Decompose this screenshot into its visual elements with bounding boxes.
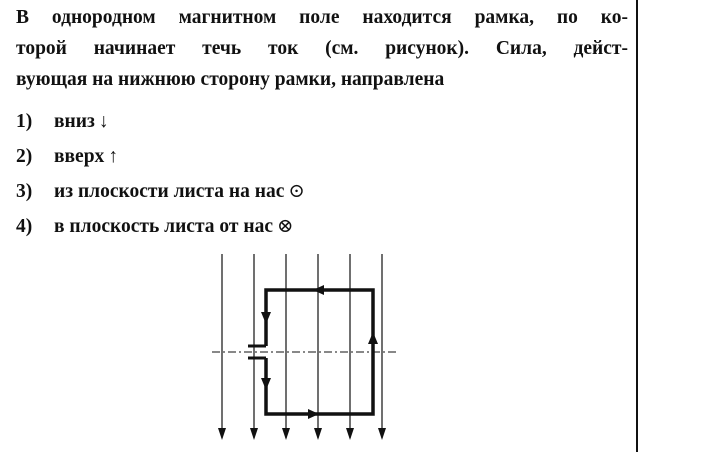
answer-option-2[interactable] [16,139,305,174]
field-arrow-head [282,428,290,440]
field-arrow-head [346,428,354,440]
page-right-border [636,0,638,452]
option-text: вверх [54,146,105,167]
out-of-page-icon: ⊙ [288,181,305,202]
field-arrow-head [250,428,258,440]
answer-option-3[interactable] [16,174,305,209]
answer-options [16,104,305,244]
problem-line: торой начинает течь ток (см. рисунок). Сила, дейст- [16,38,628,59]
current-arrow-bottom [308,409,319,419]
problem-statement [16,2,628,95]
field-lines [218,254,386,440]
arrow-up-icon: ↑ [108,146,119,167]
current-arrow-right [368,332,378,344]
option-text: из плоскости листа на нас [54,181,285,202]
answer-option-4[interactable] [16,209,305,244]
current-arrow-left-upper [261,312,271,324]
field-arrow-head [218,428,226,440]
option-text: в плоскость листа от нас [54,216,273,237]
field-arrow-head [314,428,322,440]
problem-line: вующая на нижнюю сторону рамки, направлена [16,69,445,90]
current-arrow-left-lower [261,378,271,390]
option-number: 2) [16,146,33,167]
option-number: 3) [16,181,33,202]
option-number: 4) [16,216,33,237]
problem-line: В однородном магнитном поле находится рамка, по ко- [16,7,628,28]
answer-option-1[interactable] [16,104,305,139]
frame-diagram [200,248,410,448]
arrow-down-icon: ↓ [98,111,109,132]
field-arrow-head [378,428,386,440]
into-page-icon: ⊗ [277,216,294,237]
option-text: вниз [54,111,95,132]
option-number: 1) [16,111,33,132]
magnetic-field-figure [200,248,410,453]
